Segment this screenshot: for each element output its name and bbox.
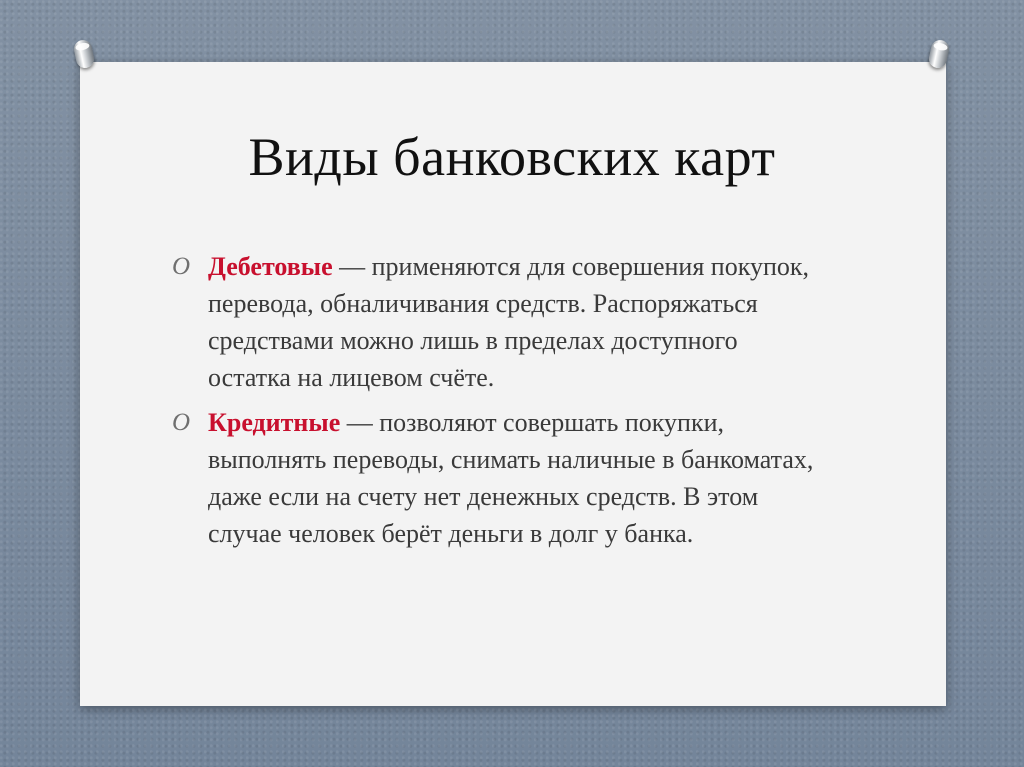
bullet-list <box>172 248 822 560</box>
bullet-item-credit <box>172 404 822 552</box>
debit-term: Дебетовые <box>208 252 333 281</box>
bullet-item-debit <box>172 248 822 396</box>
bullet-marker-icon: O <box>172 253 191 280</box>
credit-description: — позволяют совершать покупки, выполнять переводы, снимать наличные в банкоматах, даже если на счету нет денежных средств. В этом случае человек берёт деньги в долг у банка. <box>208 408 814 548</box>
credit-term: Кредитные <box>208 408 341 437</box>
debit-description: — применяются для совершения покупок, перевода, обналичивания средств. Распоряжаться средствами можно лишь в пределах доступного остатка на лицевом счёте. <box>208 252 810 392</box>
bullet-marker-icon: O <box>172 409 191 436</box>
slide-title: Виды банковских карт <box>248 127 776 187</box>
pushpin-icon <box>927 38 950 69</box>
